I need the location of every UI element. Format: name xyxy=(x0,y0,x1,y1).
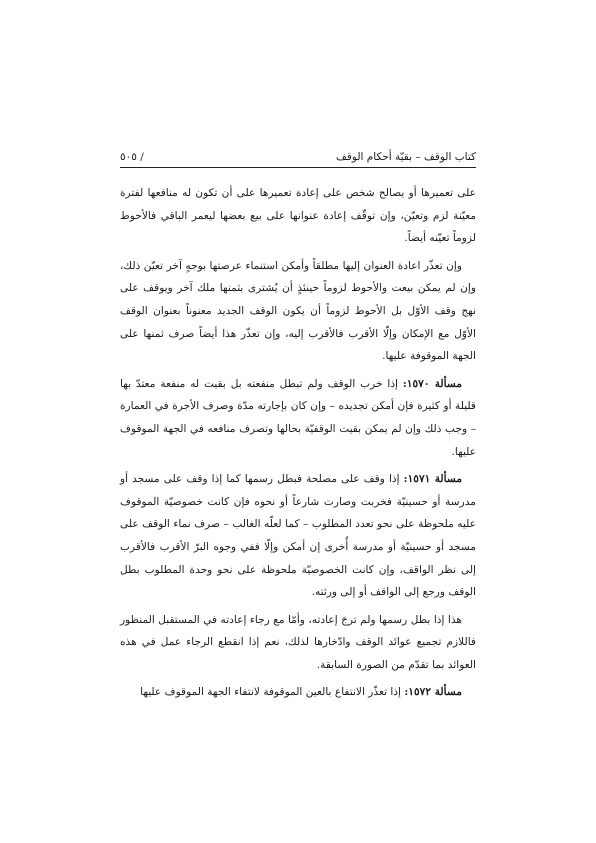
issue-label: مسألة ١٥٧١: xyxy=(403,473,463,486)
issue-label: مسألة ١٥٧٢: xyxy=(404,686,462,699)
paragraph-text: إذا تعذّر الانتفاع بالعين الموقوفة لانتفاء الجهة الموقوف عليها xyxy=(140,686,405,699)
book-page xyxy=(120,150,476,709)
paragraph-text: إذا وقف على مصلحة فبطل رسمها كما إذا وقف على مسجد أو مدرسة أو حسينيّة فخربت وصارت شارعاً أو نحوه فإن كانت خصوصيّة الموقوف عليه ملحوظة على نحو تعدد المطلوب – كما لعلّه الغالب – صرف نماء الوقف على مسجد أو حسينيّة أو مدرسة أُخرى إن أمكن وإلّا ففي وجوه البرّ الأقرب فالأقرب إلى نظر الواقف، وإن كانت الخصوصيّة ملحوظة على نحو وحدة المطلوب بطل الوقف ورجع إلى الواقف أو إلى ورثته. xyxy=(120,473,476,599)
header-title: كتاب الوقف – بقيّة أحكام الوقف xyxy=(336,151,476,163)
page-body xyxy=(120,182,476,704)
paragraph-text: وإن تعذّر اعادة العنوان إليها مطلقاً وأمكن استنماء عرصتها بوجهٍ آخر تعيّن ذلك، وإن لم يمكن بيعت والأحوط لزوماً حينئذٍ أن يُشترى بثمنها ملك آخر ويوقف على نهج وقف الأوّل بل الأحوط لزوماً أن يكون الوقف الجديد معنوناً بعنوان الوقف الأوّل مع الإمكان وإلّا الأقرب فالأقرب إليه، وإن تعذّر هذا أيضاً صرف ثمنها على الجهة الموقوفة عليها. xyxy=(120,259,476,363)
paragraph xyxy=(120,373,476,463)
paragraph xyxy=(120,681,476,704)
paragraph xyxy=(120,468,476,604)
paragraph xyxy=(120,182,476,250)
paragraph-text: هذا إذا بطل رسمها ولم ترجَ إعادته، وأمّا مع رجاء إعادته في المستقبل المنظور فاللازم تجميع عوائد الوقف وادّخارها لذلك، نعم إذا انقطع الرجاء عمل في هذه العوائد بما تقدّم من الصورة السابقة. xyxy=(120,613,476,671)
paragraph xyxy=(120,609,476,677)
running-header xyxy=(120,150,476,168)
page-number: / ٥٠٥ xyxy=(120,151,144,163)
paragraph-text: إذا خرب الوقف ولم تبطل منفعته بل بقيت له منفعة معتدّ بها قليلة أو كثيرة فإن أمكن تجديده – وإن كان بإجارته مدّة وصرف الأجرة في العمارة – وجب ذلك وإن لم يمكن بقيت الوقفيّة بحالها وتصرف منافعه في الجهة الموقوف عليها. xyxy=(120,377,476,458)
paragraph-text: على تعميرها أو يصالح شخص على إعادة تعميرها على أن تكون له منافعها لفترة معيّنة لزم وتعيّن، وإن توقّف إعادة عنوانها على بيع بعضها ليعمر الباقي فالأحوط لزوماً تعيّنه أيضاً. xyxy=(120,187,476,245)
paragraph xyxy=(120,255,476,368)
issue-label: مسألة ١٥٧٠: xyxy=(402,377,463,390)
